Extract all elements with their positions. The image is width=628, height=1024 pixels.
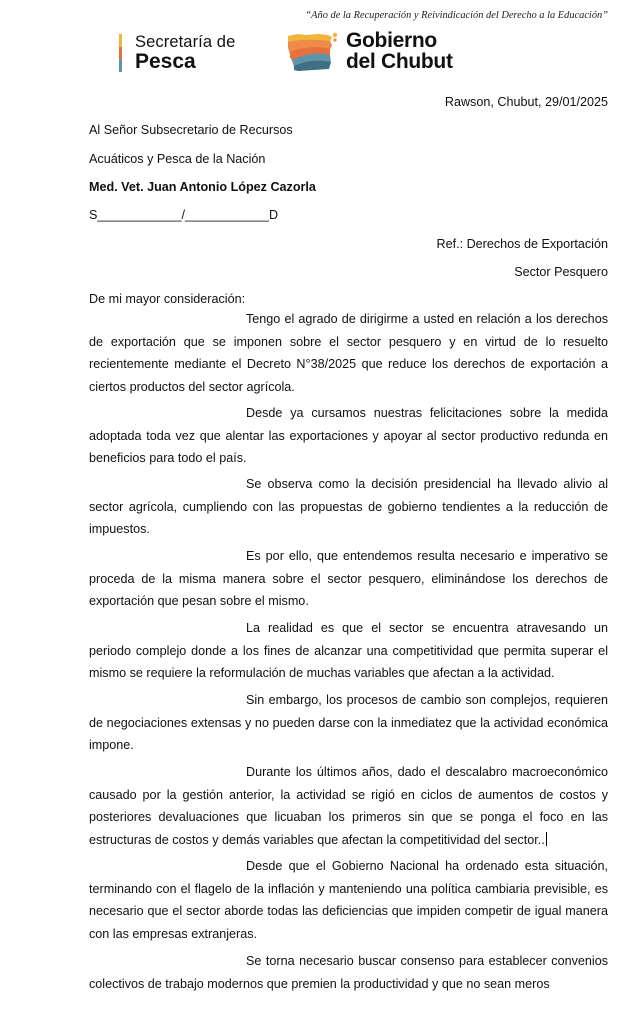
recipient-line1: Al Señor Subsecretario de Recursos (89, 123, 293, 137)
reference-line2: Sector Pesquero (514, 265, 608, 279)
logo-gobierno-line1: Gobierno (346, 29, 437, 53)
paragraph-4: Es por ello, que entendemos resulta necesario e imperativo se proceda de la misma manera sobre el sector pesquero, eliminándose los derechos de exportación que pesan sobre el mismo. (89, 549, 608, 608)
paragraph-8: Desde que el Gobierno Nacional ha ordenado esta situación, terminando con el flagelo de la inflación y manteniendo una política cambiaria previsible, es necesario que el sector aborde todas las deficiencias que impiden competir de igual manera con las empresas extranjeras. (89, 859, 608, 941)
recipient-name: Med. Vet. Juan Antonio López Cazorla (89, 180, 316, 194)
chubut-map-icon (284, 30, 340, 74)
secretaria-de-pesca-logo (119, 34, 235, 72)
paragraph-7[interactable] (89, 761, 608, 851)
paragraph-6: Sin embargo, los procesos de cambio son complejos, requieren de negociaciones extensas y no pueden darse con la inmediatez que la actividad económica impone. (89, 693, 608, 752)
paragraph-2: Desde ya cursamos nuestras felicitaciones sobre la medida adoptada toda vez que alentar las exportaciones y apoyar al sector productivo redunda en beneficios para todo el país. (89, 406, 608, 465)
gobierno-del-chubut-logo (284, 30, 453, 74)
logo-gobierno-line2: del Chubut (346, 50, 453, 73)
paragraph-9: Se torna necesario buscar consenso para establecer convenios colectivos de trabajo modernos que premien la productividad y que no sean meros (89, 954, 608, 991)
logo-secretaria-line1: Secretaría de (135, 32, 236, 51)
paragraph-3: Se observa como la decisión presidencial ha llevado alivio al sector agrícola, cumpliendo con las propuestas de gobierno tendientes a la reducción de impuestos. (89, 477, 608, 536)
salutation: De mi mayor consideración: (89, 292, 246, 306)
text-cursor (546, 832, 547, 846)
paragraph-7-text: Durante los últimos años, dado el descalabro macroeconómico causado por la gestión anterior, la actividad se rigió en ciclos de aumentos de costos y posteriores devaluaciones que licuaban los primeros sin que se ponga el foco en las estructuras de costos y demás variables que afectan la competitividad del sector.. (89, 765, 608, 847)
recipient-sd: S____________/____________D (89, 208, 279, 222)
motto: “Año de la Recuperación y Reivindicación del Derecho a la Educación” (305, 10, 608, 21)
recipient-line2: Acuáticos y Pesca de la Nación (89, 152, 266, 166)
reference-line1: Ref.: Derechos de Exportación (436, 237, 608, 251)
tricolor-bar-icon (119, 34, 122, 72)
paragraph-5: La realidad es que el sector se encuentra atravesando un periodo complejo donde a los fines de alcanzar una competitividad que permita superar el mismo se requiere la reformulación de muchas variables que afectan a la actividad. (89, 621, 608, 680)
paragraph-1: Tengo el agrado de dirigirme a usted en relación a los derechos de exportación que se imponen sobre el sector pesquero y en virtud de lo resuelto recientemente mediante el Decreto N°38/2025 que reduce los derechos de exportación a ciertos productos del sector agrícola. (89, 312, 608, 394)
place-date: Rawson, Chubut, 29/01/2025 (444, 95, 608, 109)
logo-secretaria-line2: Pesca (135, 50, 196, 74)
